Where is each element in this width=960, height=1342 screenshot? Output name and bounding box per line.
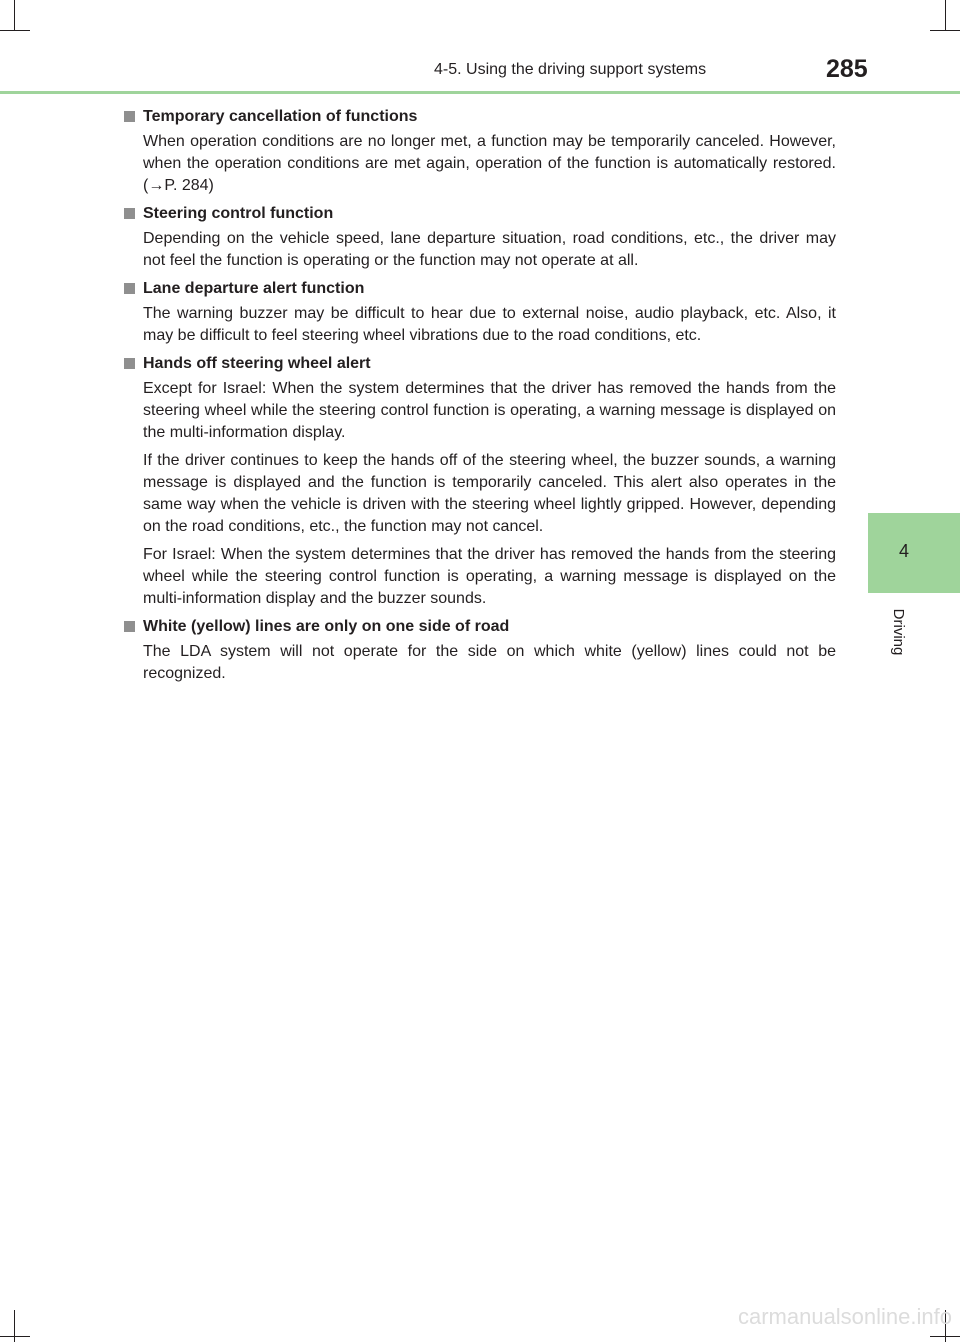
crop-mark-top-left-v (14, 0, 15, 30)
paragraph: Except for Israel: When the system determines that the driver has removed the hands from the steering wheel while the steering control function is operating, a warning message is displayed on the multi-information display. (143, 380, 836, 441)
square-bullet-icon (124, 358, 135, 369)
square-bullet-icon (124, 111, 135, 122)
paragraph: Depending on the vehicle speed, lane departure situation, road conditions, etc., the driver may not feel the function is operating or the function may not operate at all. (143, 230, 836, 269)
section-heading (124, 278, 836, 301)
section-heading-text: Temporary cancellation of functions (143, 108, 418, 125)
square-bullet-icon (124, 283, 135, 294)
paragraph: The LDA system will not operate for the side on which white (yellow) lines could not be recognized. (143, 643, 836, 682)
section-lane-departure-alert (124, 278, 836, 347)
section-heading-text: Lane departure alert function (143, 280, 365, 297)
square-bullet-icon (124, 621, 135, 632)
section-heading-text: White (yellow) lines are only on one side of road (143, 618, 510, 635)
paragraph: When operation conditions are no longer met, a function may be temporarily canceled. However, when the operation conditions are met again, operation of the function is automatically restored. (→P. 284) (143, 133, 836, 194)
section-heading-text: Steering control function (143, 205, 334, 222)
section-hands-off-alert (124, 353, 836, 610)
crop-mark-top-left-h (0, 30, 30, 31)
paragraph: If the driver continues to keep the hands off of the steering wheel, the buzzer sounds, a warning message is displayed and the function is temporarily canceled. This alert also operates in the same way when the vehicle is driven with the steering wheel lightly gripped. However, depending on the road conditions, etc., the function may not cancel. (143, 452, 836, 535)
paragraph: For Israel: When the system determines that the driver has removed the hands from the steering wheel while the steering control function is operating, a warning message is displayed on the multi-information display and the buzzer sounds. (143, 546, 836, 607)
watermark: carmanualsonline.info (737, 1304, 952, 1329)
section-heading (124, 106, 836, 129)
page-number: 285 (826, 55, 868, 83)
paragraph: The warning buzzer may be difficult to hear due to external noise, audio playback, etc. Also, it may be difficult to feel steering wheel vibrations due to the road conditions, etc. (143, 305, 836, 344)
section-heading-text: Hands off steering wheel alert (143, 355, 371, 372)
section-steering-control (124, 203, 836, 272)
crop-mark-top-right-v (945, 0, 946, 30)
crop-mark-bottom-right-h (930, 1336, 960, 1337)
header-section-title: 4-5. Using the driving support systems (434, 61, 707, 78)
chapter-number: 4 (898, 541, 909, 561)
chapter-tab (868, 513, 960, 593)
crop-mark-bottom-left-v (14, 1310, 15, 1342)
section-white-yellow-lines (124, 616, 836, 685)
section-heading (124, 353, 836, 376)
chapter-label-container (880, 600, 928, 680)
square-bullet-icon (124, 208, 135, 219)
crop-mark-top-right-h (930, 30, 960, 31)
section-heading (124, 203, 836, 226)
main-content (124, 106, 836, 691)
chapter-label: Driving (890, 608, 907, 656)
section-temporary-cancellation (124, 106, 836, 197)
crop-mark-bottom-left-h (0, 1336, 30, 1337)
header-rule (0, 91, 960, 94)
section-heading (124, 616, 836, 639)
